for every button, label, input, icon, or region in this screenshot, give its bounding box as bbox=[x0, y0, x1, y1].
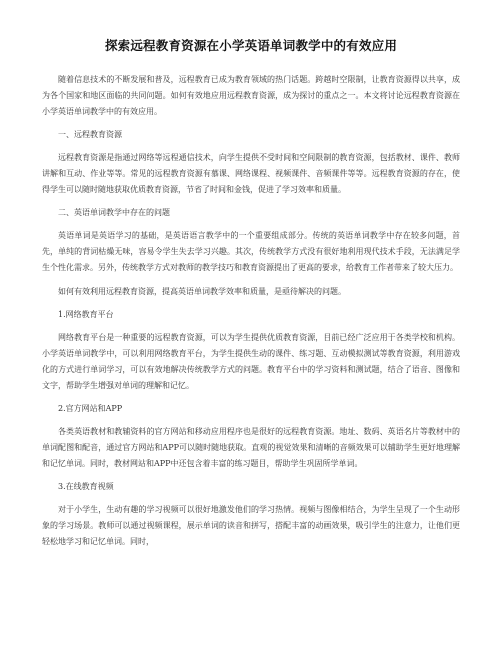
section1-paragraph: 远程教育资源是指通过网络等远程通信技术，向学生提供不受时间和空间限制的教育资源，包括教材、课件、教师讲解和互动、作业等等。常见的远程教育资源有慕课、网络课程、视频课件、音频课件等等。远程教育资源的存在，使得学生可以随时随地获取优质教育资源，节省了时间和金钱，促进了学习效率和质量。 bbox=[42, 153, 460, 194]
item3-paragraph: 对于小学生，生动有趣的学习视频可以很好地激发他们的学习热情。视频与图像相结合，为学生呈现了一个生动形象的学习场景。教师可以通过视频课程，展示单词的读音和拼写，搭配丰富的动画效果，吸引学生的注意力，让他们更轻松地学习和记忆单词。同时， bbox=[42, 505, 460, 546]
intro-paragraph: 随着信息技术的不断发展和普及，远程教育已成为教育领域的热门话题。跨越时空限制，让教育资源得以共享，成为各个国家和地区面临的共同问题。如何有效地应用远程教育资源，成为探讨的重点之一。本文将讨论远程教育资源在小学英语单词教学中的有效应用。 bbox=[42, 75, 460, 116]
item3-heading: 3.在线教育视频 bbox=[58, 482, 114, 491]
section2-heading: 二、英语单词教学中存在的问题 bbox=[58, 208, 170, 217]
item1-heading: 1.网络教育平台 bbox=[58, 310, 114, 319]
item2-paragraph: 各类英语教材和教辅资料的官方网站和移动应用程序也是很好的远程教育资源。地址、数码、英语名片等教材中的单词配图和配音，通过官方网站和APP可以随时随地获取。直观的视觉效果和清晰的音频效果可以辅助学生更好地理解和记忆单词。同时，教材网站和APP中还包含着丰富的练习题目，帮助学生巩固所学单词。 bbox=[42, 427, 460, 468]
section1-heading: 一、远程教育资源 bbox=[58, 130, 122, 139]
item2-heading: 2.官方网站和APP bbox=[58, 404, 123, 413]
document-title: 探索远程教育资源在小学英语单词教学中的有效应用 bbox=[104, 38, 398, 53]
question-paragraph: 如何有效利用远程教育资源，提高英语单词教学效率和质量，是亟待解决的问题。 bbox=[58, 287, 346, 296]
item1-paragraph: 网络教育平台是一种重要的远程教育资源，可以为学生提供优质教育资源，目前已经广泛应用于各类学校和机构。小学英语单词教学中，可以利用网络教育平台，为学生提供生动的课件、练习题、互动模拟测试等教育资源，利用游戏化的方式进行单词学习，可以有效地解决传统教学方式的问题。教育平台中的学习资料和测试题，结合了语音、图像和文字，帮助学生增强对单词的理解和记忆。 bbox=[42, 333, 460, 390]
section2-paragraph: 英语单词是英语学习的基础，是英语语言教学中的一个重要组成部分。传统的英语单词教学中存在较多问题，首先，单纯的背词枯燥无味，容易令学生失去学习兴趣。其次，传统教学方式没有很好地利用现代技术手段，无法满足学生个性化需求。另外，传统教学方式对教师的教学技巧和教育资源提出了更高的要求，给教育工作者带来了较大压力。 bbox=[42, 231, 460, 272]
